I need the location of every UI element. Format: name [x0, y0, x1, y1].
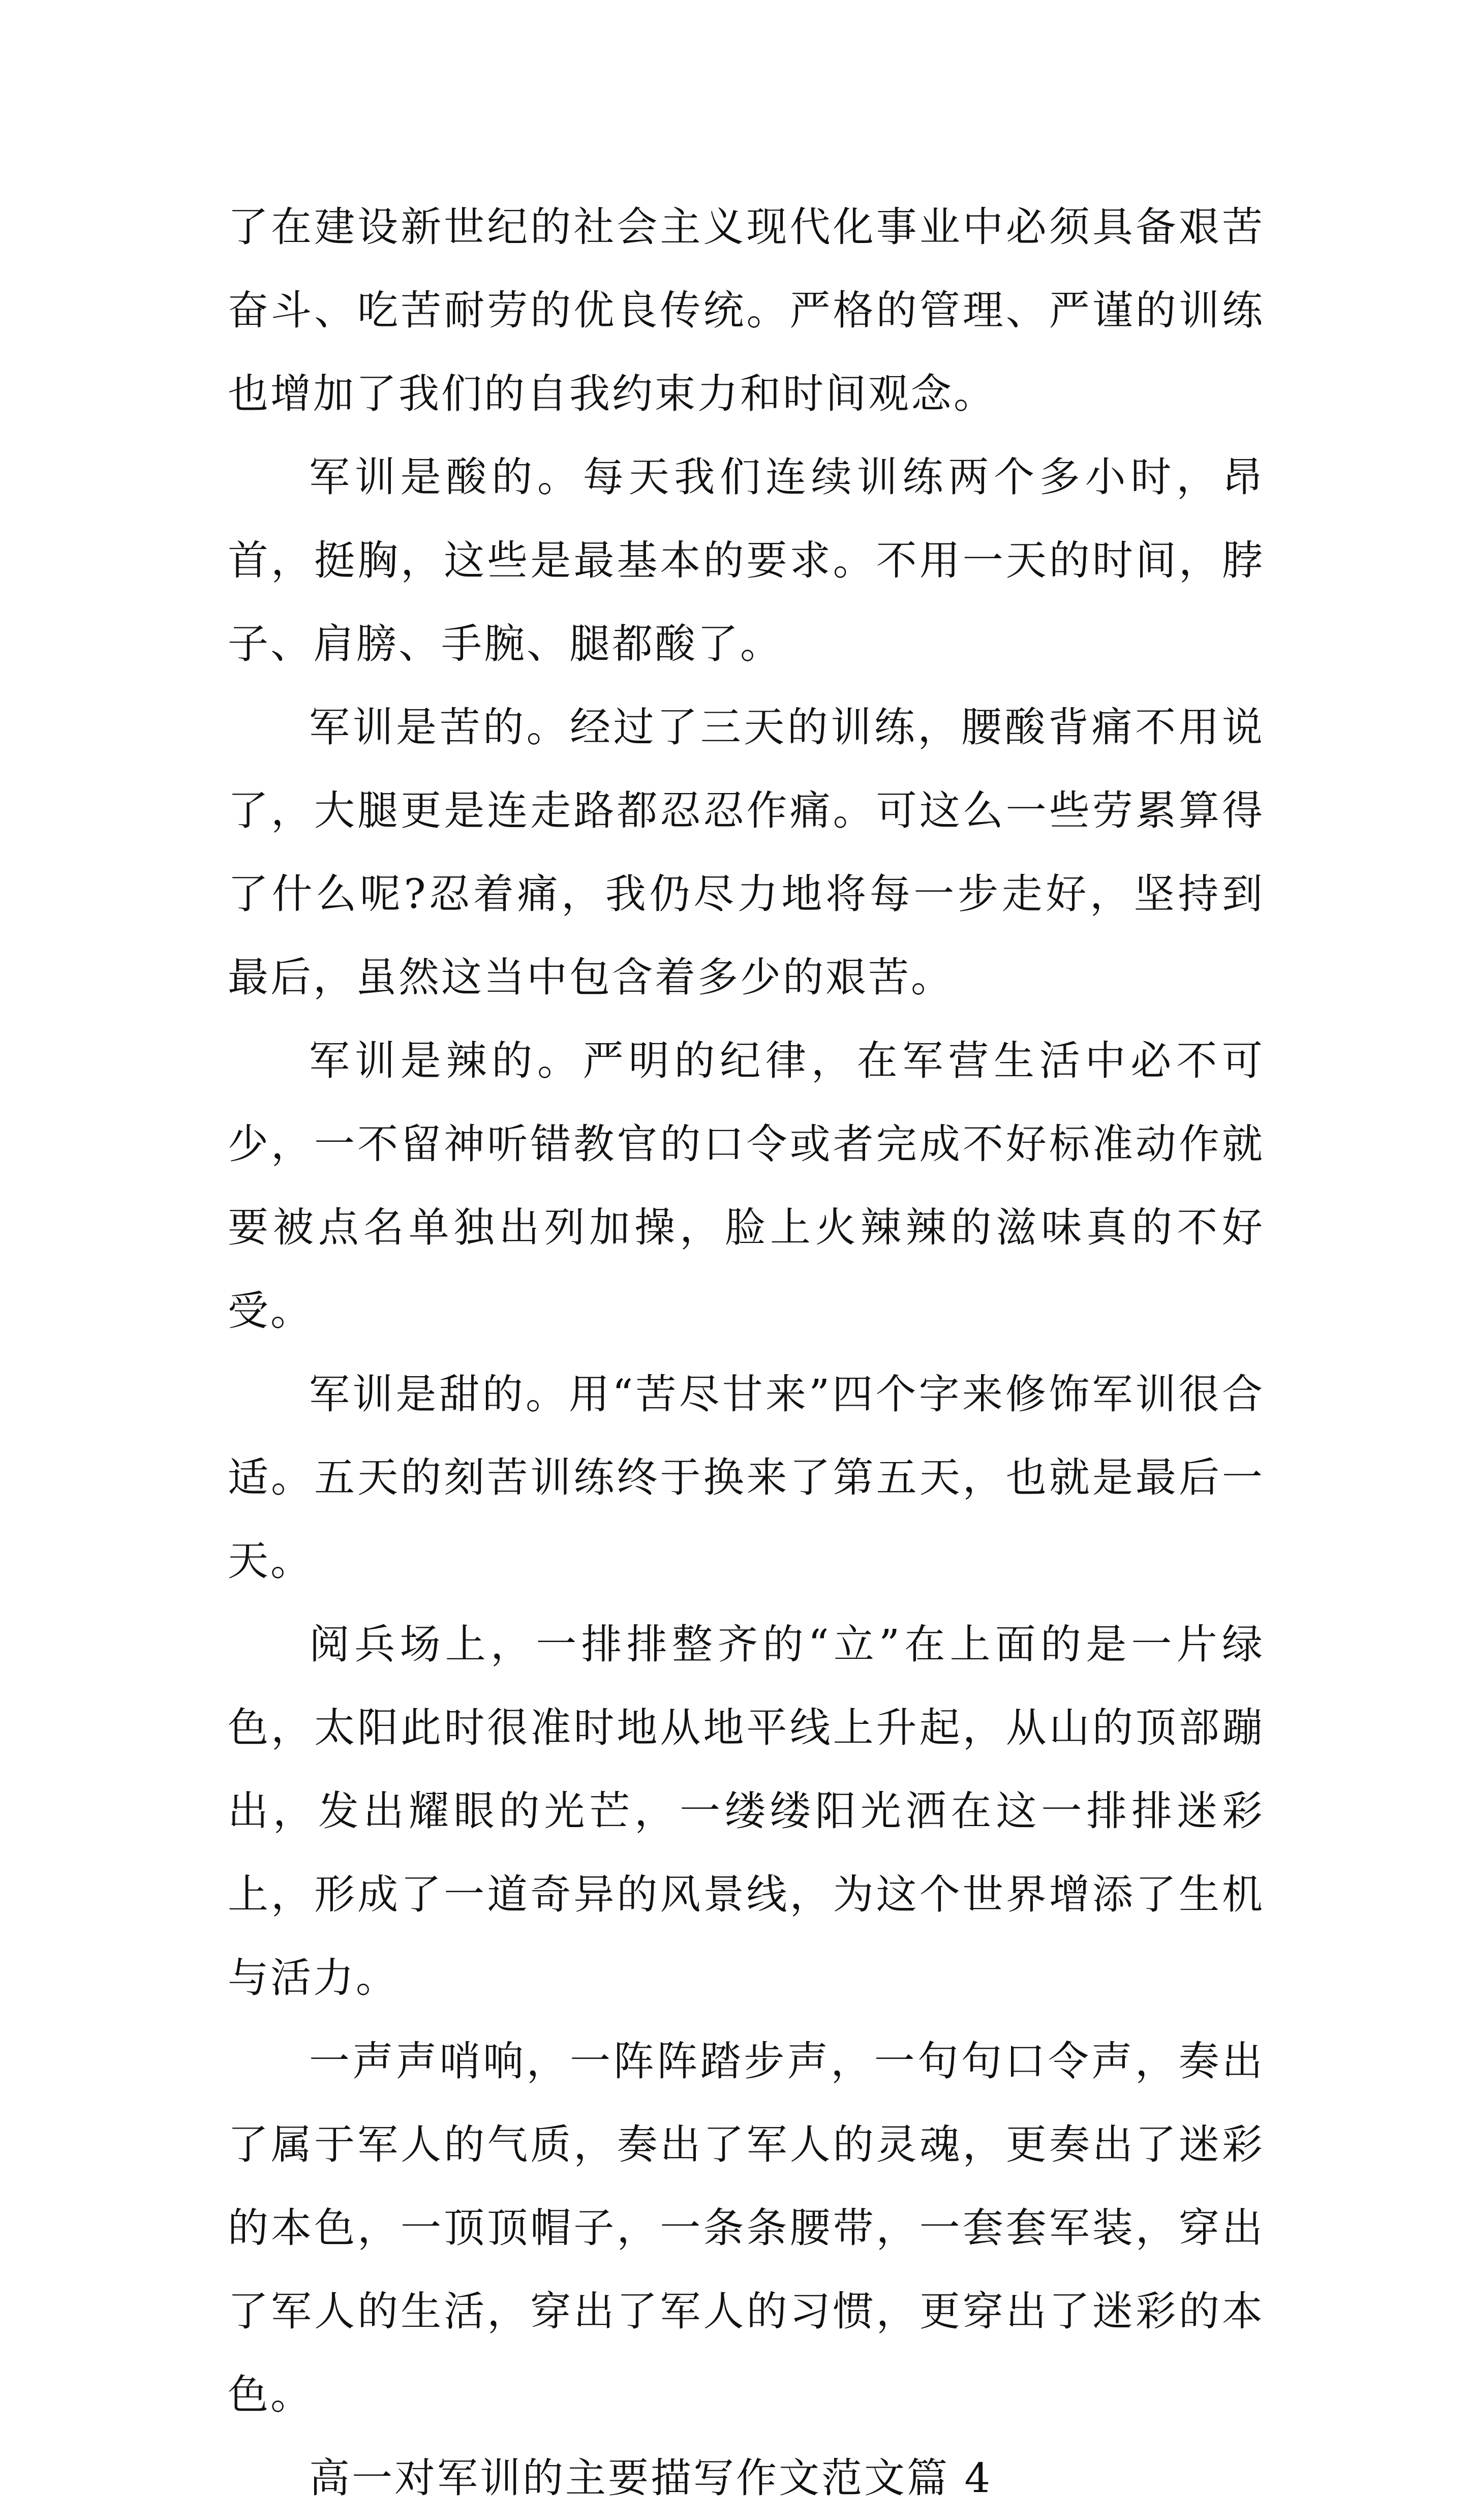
document-body	[228, 186, 1265, 2520]
paragraph-7: 一声声哨响，一阵阵踏步声，一句句口令声，奏出了属于军人的气质，奏出了军人的灵魂，更奏出了迷彩的本色，一顶顶帽子，一条条腰带，一套套军装，穿出了军人的生活，穿出了军人的习惯，更穿出了迷彩的本色。	[228, 2038, 1265, 2418]
paragraph-1: 了在建设新世纪的社会主义现代化事业中必须具备艰苦奋斗、吃苦耐劳的优良传统。严格的管理、严谨的训练也增加了我们的自我约束力和时间观念。	[228, 203, 1265, 417]
paragraph-6: 阅兵场上，一排排整齐的“立”在上面的是一片绿色，太阳此时很准时地从地平线上升起，从山的顶部蹦出，发出耀眼的光芒，一缕缕阳光洒在这一排排迷彩上，形成了一道奇异的风景线，为这个世界增添了生机与活力。	[228, 1621, 1265, 2001]
paragraph-5: 军训是甜的。用“苦尽甘来”四个字来修饰军训很合适。五天的刻苦训练终于换来了第五天，也就是最后一天。	[228, 1371, 1265, 1585]
section-heading: 高一对军训的主要描写作文范文篇 4	[309, 2454, 993, 2502]
paragraph-4: 军训是辣的。严明的纪律，在军营生活中必不可少，一不留神听错教官的口令或者完成不好标准动作就要被点名单独出列加操，脸上火辣辣的滋味真的不好受。	[228, 1037, 1265, 1334]
paragraph-3: 军训是苦的。经过了三天的训练，腰酸背痛不用说了，大腿更是连走路都忍忍作痛。可这么一些劳累算得了什么呢?忍着痛，我仍尽力地将每一步走好，坚持到最后，虽然这当中包含着多少的艰苦。	[228, 704, 1265, 1001]
paragraph-2: 军训是酸的。每天我们连续训练两个多小时，昂首，挺胸，这些是最基本的要求。不用一天的时间，脖子、肩膀、手腕、腿都酸了。	[228, 453, 1265, 667]
